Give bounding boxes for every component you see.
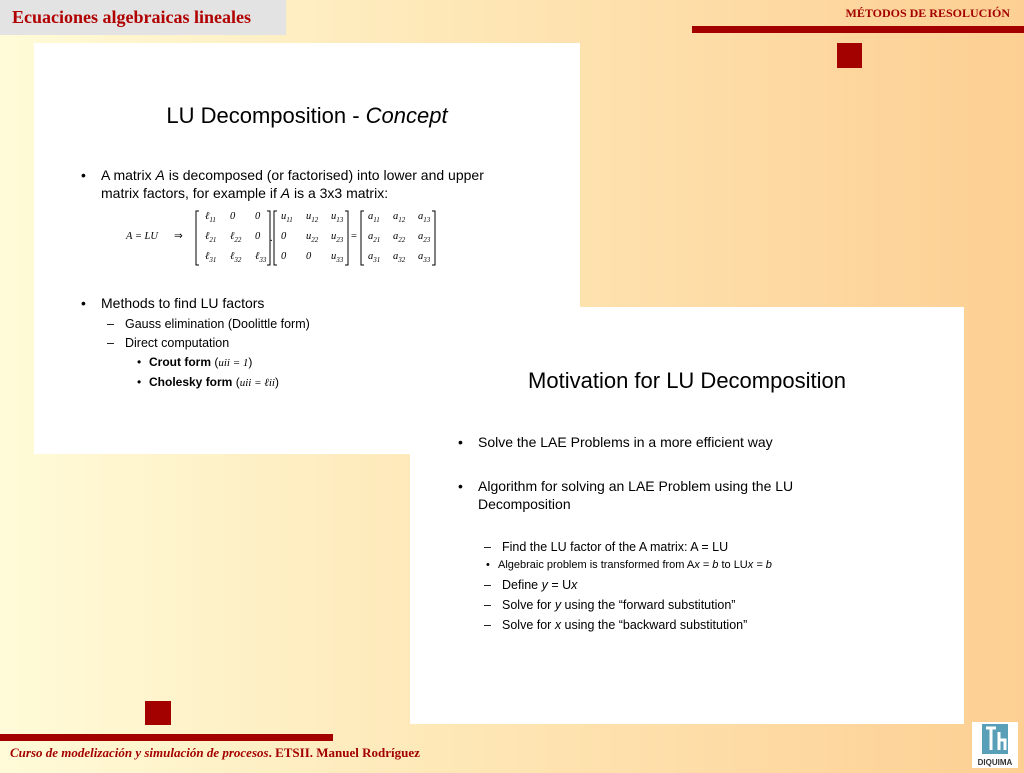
- top-square-decoration: [837, 43, 862, 68]
- matrix-entry: $a_{33}$: [418, 251, 431, 264]
- matrix-entry: ℓ$_{32}$: [230, 251, 242, 264]
- course-title: Ecuaciones algebraicas lineales: [12, 7, 251, 27]
- diquima-logo-icon: [972, 722, 1018, 768]
- matrix-entry: ℓ$_{11}$: [205, 211, 216, 224]
- footer-credit: Curso de modelización y simulación de procesos. ETSII. Manuel Rodríguez: [10, 745, 420, 760]
- sub-find-lu-factor: – Find the LU factor of the A matrix: A = LU: [484, 540, 729, 554]
- diquima-logo: [972, 722, 1018, 768]
- matrix-entry: $a_{11}$: [368, 211, 380, 224]
- matrix-entry: $u_{22}$: [306, 231, 319, 244]
- sub-algebraic-transform: • Algebraic problem is transformed from Ax = b to LUx = b: [486, 559, 772, 571]
- lu-matrix-equation: [119, 205, 449, 269]
- matrix-entry: 0: [230, 211, 236, 222]
- section-label: MÉTODOS DE RESOLUCIÓN: [845, 6, 1010, 20]
- bullet-matrix-decomposition: • A matrix A is decomposed (or factorised) into lower and upper matrix factors, for example if A is a 3x3 matrix:: [81, 167, 484, 201]
- matrix-entry: ℓ$_{22}$: [230, 231, 242, 244]
- sub-define-y: – Define y = Ux: [484, 578, 578, 592]
- slide-title: Motivation for LU Decomposition: [528, 368, 846, 393]
- sub-forward-substitution: – Solve for y using the “forward substitution”: [484, 598, 736, 612]
- matrix-entry: $a_{21}$: [368, 231, 381, 244]
- sub-gauss-elimination: – Gauss elimination (Doolittle form): [107, 317, 310, 331]
- implies-symbol: ⇒: [174, 231, 183, 242]
- dot-operator: .: [270, 233, 273, 244]
- matrix-entry: 0: [306, 251, 312, 262]
- matrix-entry: $a_{31}$: [368, 251, 381, 264]
- bottom-square-decoration: [145, 701, 171, 725]
- matrix-entry: 0: [255, 231, 261, 242]
- matrix-entry: 0: [255, 211, 261, 222]
- matrix-entry: $u_{12}$: [306, 211, 319, 224]
- matrix-entry: $u_{23}$: [331, 231, 344, 244]
- course-title-tab: [0, 0, 286, 35]
- item-cholesky-form: • Cholesky form (uii = ℓii): [137, 375, 279, 389]
- item-crout-form: • Crout form (uii = 1): [137, 355, 253, 369]
- sub-backward-substitution: – Solve for x using the “backward substitution”: [484, 618, 748, 632]
- bullet-efficient-way: • Solve the LAE Problems in a more efficient way: [458, 434, 773, 450]
- matrix-entry: ℓ$_{33}$: [255, 251, 267, 264]
- matrix-entry: $a_{13}$: [418, 211, 431, 224]
- matrix-entry: $u_{11}$: [281, 211, 293, 224]
- bullet-algorithm: • Algorithm for solving an LAE Problem using the LU Decomposition: [458, 478, 794, 512]
- cholesky-equation: uii = ℓii: [239, 377, 275, 389]
- matrix-entry: ℓ$_{21}$: [205, 231, 217, 244]
- matrix-entry: ℓ$_{31}$: [205, 251, 217, 264]
- equals-symbol: =: [351, 231, 357, 242]
- sub-direct-computation: – Direct computation: [107, 336, 230, 350]
- slide-title: LU Decomposition - Concept: [166, 103, 448, 128]
- matrix-entry: $u_{33}$: [331, 251, 344, 264]
- equation-lhs: A = LU: [126, 231, 158, 242]
- header-bar: [692, 26, 1024, 33]
- matrix-entry: $a_{32}$: [393, 251, 406, 264]
- logo-text: DIQUIMA: [977, 758, 1013, 767]
- matrix-entry: $u_{13}$: [331, 211, 344, 224]
- footer-bar: [0, 734, 333, 741]
- crout-equation: uii = 1: [218, 357, 249, 369]
- slide-motivation: [410, 307, 964, 724]
- matrix-entry: $a_{22}$: [393, 231, 406, 244]
- matrix-entry: $a_{12}$: [393, 211, 406, 224]
- matrix-entry: 0: [281, 251, 287, 262]
- matrix-entry: 0: [281, 231, 287, 242]
- matrix-entry: $a_{23}$: [418, 231, 431, 244]
- bullet-methods: • Methods to find LU factors: [81, 295, 265, 311]
